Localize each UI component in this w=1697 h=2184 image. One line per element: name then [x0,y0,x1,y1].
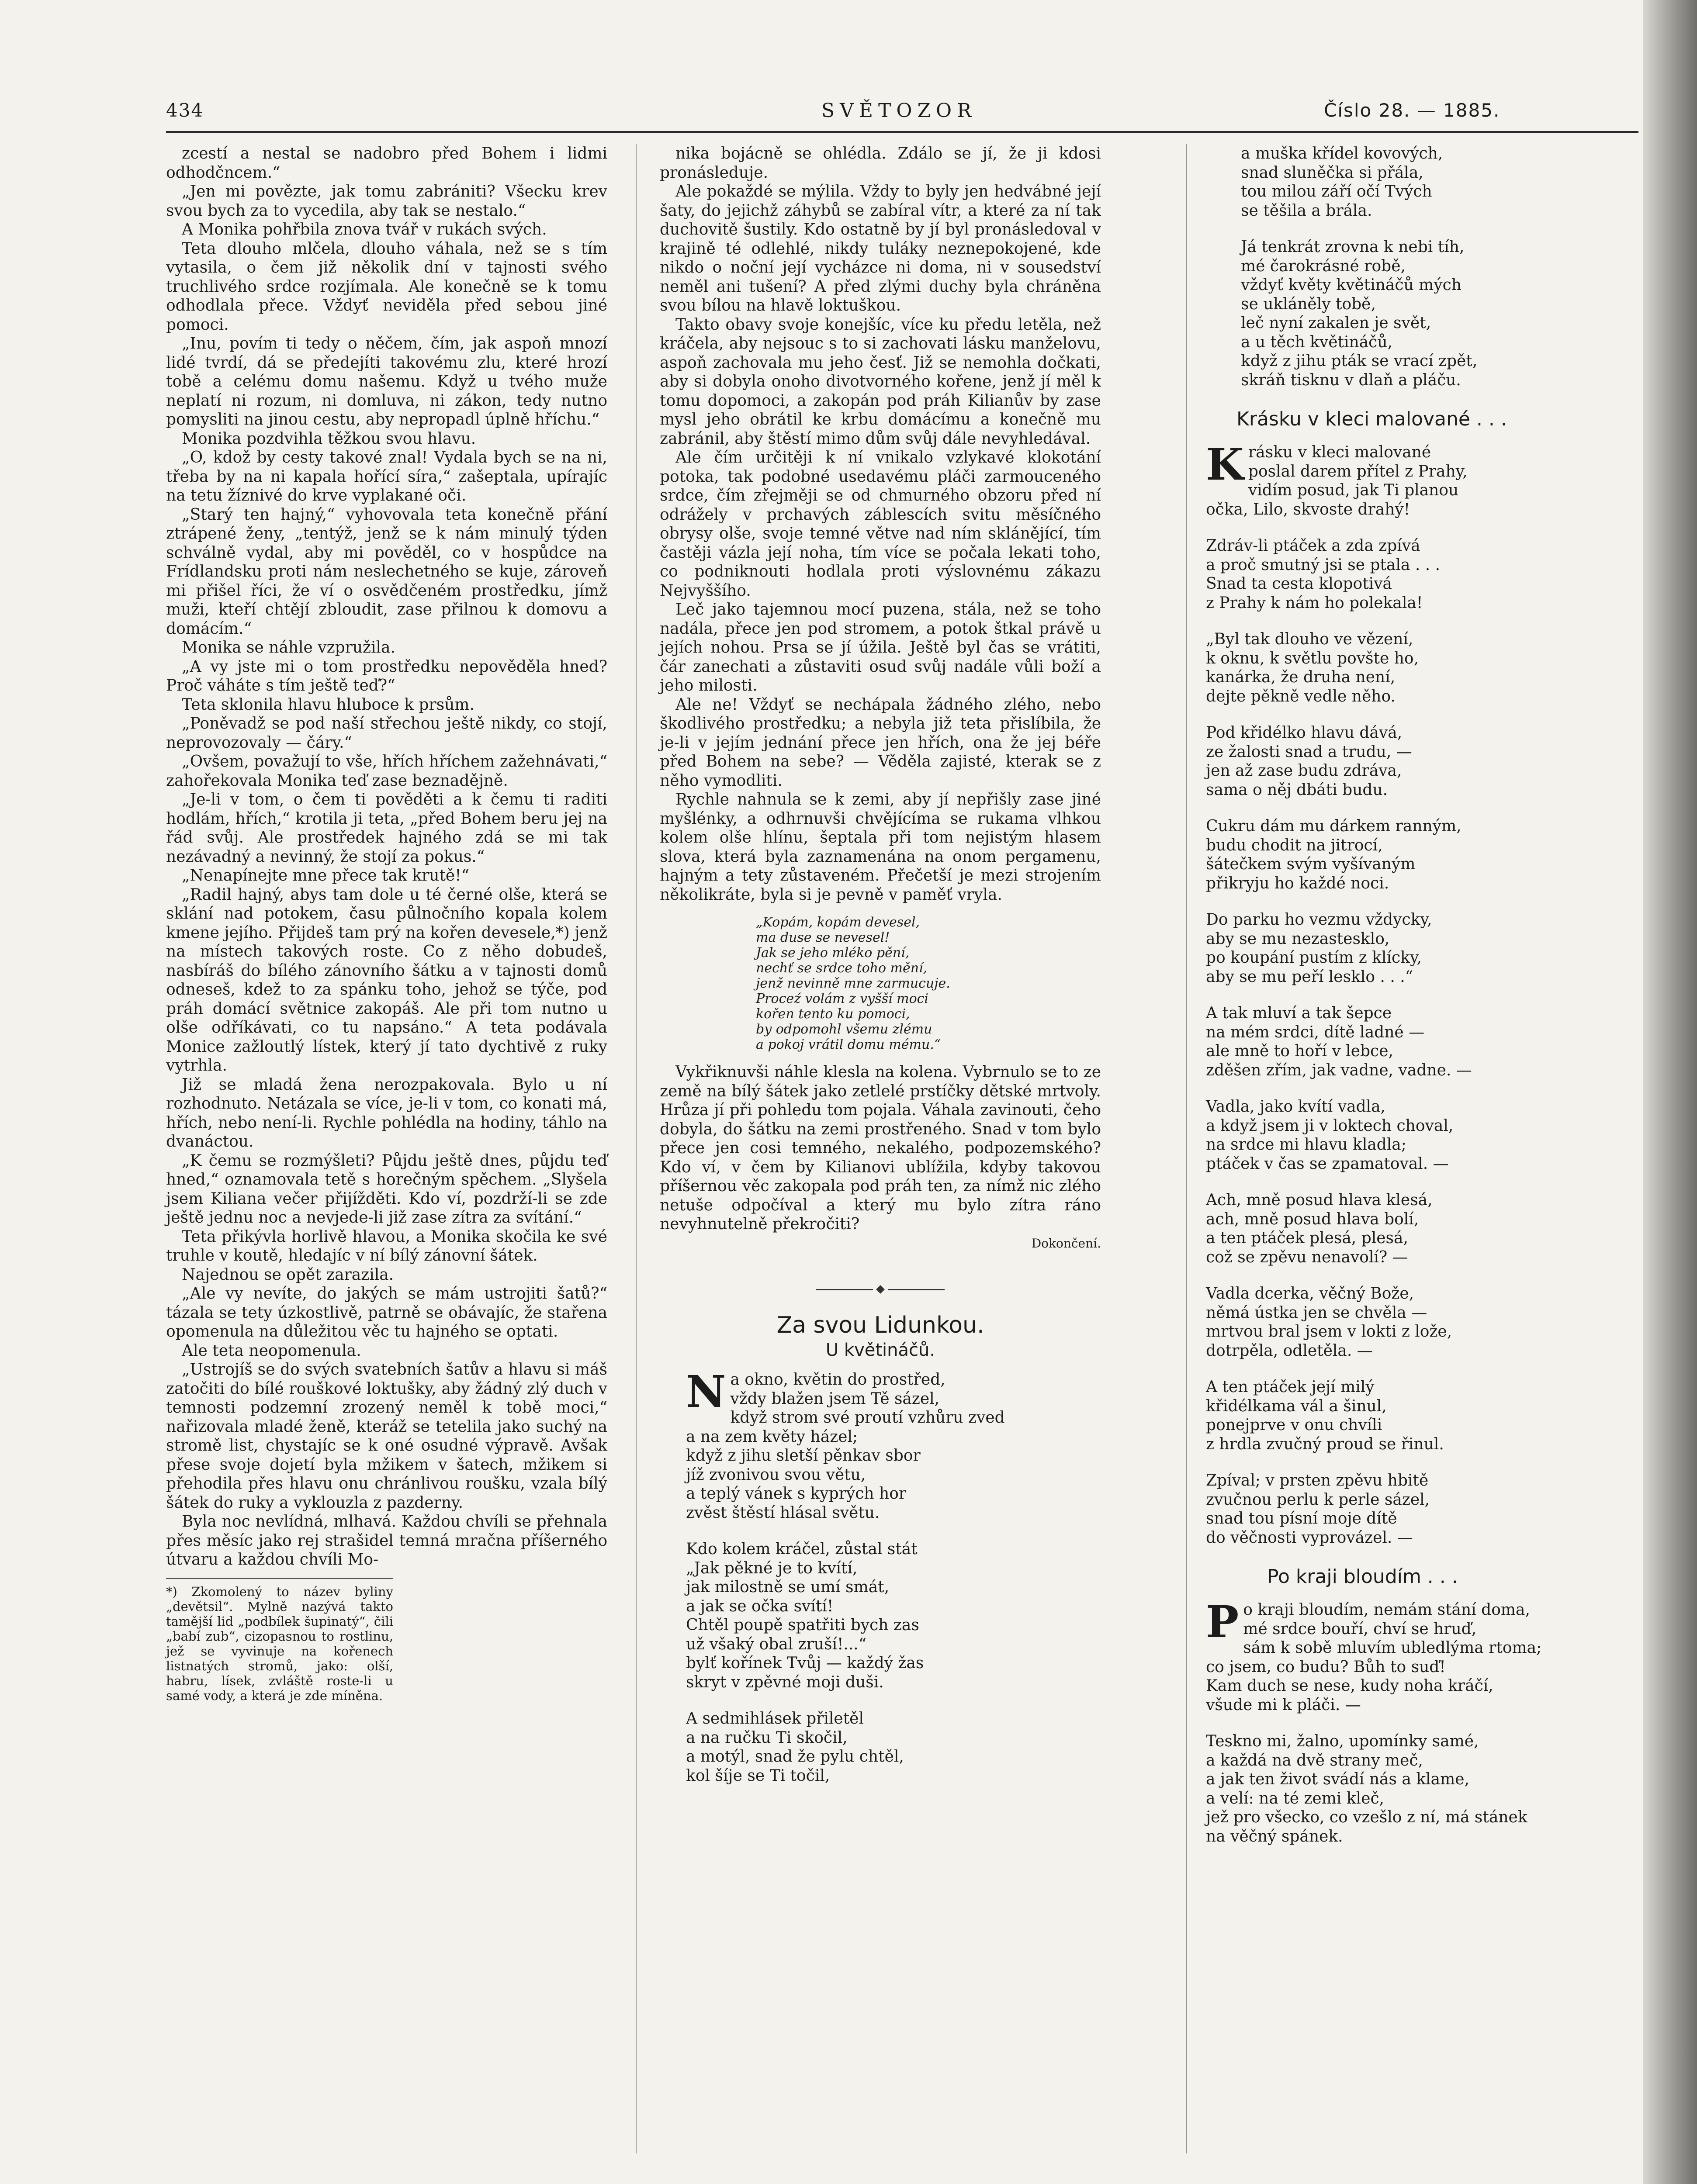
verse-line: už všaký obal zruší!...“ [686,1635,867,1653]
verse-line: a motýl, snad že pylu chtěl, [686,1748,904,1766]
footnote [166,1578,393,1703]
paragraph: Takto obavy svoje konejšíc, více ku předu letěla, než kráčela, aby nejsouc s to si zachovati lásku manželovu, aspoň zachovala mu jeho česť. Již se nemohla dočkati, aby si dobyla onoho divotvorného kořene, jenž jí měl k tomu dopomoci, a zakopán pod práh Kilianův by zase mysl jeho obrátil ke krbu domácímu a konečně mu zabránil, aby štěstí mimo dům svůj dále nevyhledával. [660,315,1101,448]
column-divider [1186,144,1187,2153]
footnote-text: *) Zkomolený to název byliny „devětsil“. Mylně nazývá takto tamější lid „podbílek šupinatý“, čili „babí zub“, cizopasnou to rostlinu, jež se vyvinuje na kořenech listnatých stromů, jako: olší, habru, lísek, zvláště roste-li u samé vody, a která je zde míněna. [166,1584,393,1703]
paragraph: „Starý ten hajný,“ vyhovovala teta konečně přání ztrápené ženy, „tentýž, jenž se k nám minulý týden schválně vydal, aby mi pověděl, co v hospůdce na Frídlandsku proti nám neslechetného se kuje, zároveň mi přišel říci, že ví o osvědčeném prostředku, jímž muži, kteří chtějí zbloudit, zase přilnou k domovu a domácím.“ [166,505,607,638]
verse-line: jen až zase budu zdráva, [1206,762,1402,780]
verse-line: o kraji bloudím, nemám stání doma, [1243,1601,1530,1619]
stanza [1206,1378,1625,1454]
poem-body [1241,144,1625,390]
verse-line: kořen tento ku pomoci, [756,1006,910,1022]
paragraph: Monika se náhle vzpružila. [182,639,395,657]
verse-line: by odpomohl všemu zlému [756,1022,932,1037]
verse-line: ach, mně posud hlava bolí, [1206,1210,1419,1228]
paragraph: „Poněvadž se pod naší střechou ještě nikdy, co stojí, neprovozovaly — čáry.“ [166,715,607,752]
verse-line: tou milou září očí Tvých [1241,183,1432,200]
journal-title: SVĚTOZOR [821,100,977,122]
verse-line: němá ústka jen se chvěla — [1206,1303,1427,1322]
verse-line: dotrpěla, odletěla. — [1206,1341,1373,1360]
paragraph: Teta přikývla horlivě hlavou, a Monika skočila ke své truhle v koutě, hledajíc v ní bílý zánovní šátek. [166,1227,607,1265]
page-edge [1643,0,1697,2184]
stanza [1206,817,1625,893]
page-number: 434 [166,100,204,121]
verse-line: mé srdce bouří, chví se hruď, [1243,1620,1477,1638]
verse-line: a velí: na té zemi kleč, [1206,1789,1385,1807]
verse-line: do věčnosti vyprovázel. — [1206,1528,1413,1547]
paragraph: Teta sklonila hlavu hluboce k prsům. [182,695,474,714]
verse-line: a muška křídel kovových, [1241,145,1443,162]
paragraph: „O, kdož by cesty takové znal! Vydala bych se na ni, třeba by na ni kapala hořící síra,“ zašeptala, upírajíc na tetu žíznivé do krve vyplakané oči. [166,449,607,505]
paragraph: Již se mladá žena nerozpakovala. Bylo u ní rozhodnuto. Netázala se více, je-li v tom, co konati má, hřích, nebo není-li. Rychle pohlédla na hodiny, táhlo na dvanáctou. [166,1075,607,1151]
stanza [1206,1284,1625,1360]
verse-line: sám k sobě mluvím ubledlýma rtoma; [1243,1639,1542,1657]
paragraph: „K čemu se rozmýšleti? Půjdu ještě dnes, půjdu teď hned,“ oznamovala tetě s horečným spěchem. „Slyšela jsem Kiliana večer přijížděti. Kdo ví, pozdrží-li se zde ještě jednu noc a nevjede-li již zase zítra za svítání.“ [166,1151,607,1227]
paragraph: „Ustrojíš se do svých svatebních šatův a hlavu si máš zatočiti do bílé rouškové loktušky, aby žádný zlý duch v temnosti podzemní zrozený neměl k tobě moci,“ nařizovala mladé ženě, kteráž se tetelila jako suchý na stromě list, chystajíc se k oné osudné výpravě. Avšak přese svoje dojetí byla mžikem v šatech, mžikem si přehodila přes hlavu onu chránlivou roušku, vzala bílý šátek do ruky a vyklouzla z pazderny. [166,1361,607,1512]
verse-line: Vadla, jako kvítí vadla, [1206,1098,1385,1116]
issue-number: Číslo 28. — 1885. [1324,100,1500,121]
verse-line: aby se mu peří lesklo . . .“ [1206,968,1413,986]
verse-line: co jsem, co budu? Bůh to suď! [1206,1658,1446,1676]
paragraph: „Ale vy nevíte, do jakých se mám ustrojiti šatů?“ tázala se tety úzkostlivě, patrně se obávajíc, že stařena opomenula na důležitou věc tu hajného se optati. [166,1285,607,1341]
verse-line: nechť se srdce toho mění, [756,961,928,976]
verse-line: Kdo kolem kráčel, zůstal stát [686,1540,918,1558]
drop-cap: K [1206,439,1244,490]
verse-line: Chtěl poupě spatřiti bych zas [686,1616,919,1634]
stanza [1206,910,1625,986]
story-text [660,1063,1101,1234]
verse-line: jež pro všecko, co vzešlo z ní, má stánek [1206,1808,1527,1826]
verse-line: Cukru dám mu dárkem ranným, [1206,817,1461,835]
verse-line: což se zpěvu nenavolí? — [1206,1248,1408,1266]
verse-line: na srdce mi hlavu kladla; [1206,1136,1406,1154]
paragraph: Vykřiknuvši náhle klesla na kolena. Vybrnulo se to ze země na bílý šátek jako zetlelé prstíčky dětské mrtvoly. Hrůza jí při pohledu tom pojala. Váhala zavinouti, čeho dobyla, do šátku na zemi prostřeného. Snad v tom bylo přece jen cosi temného, nekalého, podpozemského? Kdo ví, v čem by Kilianovi ublížila, kdyby takovou příšernou věc zakopala pod práh ten, za nímž nic zlého netuše odpočíval a který mu bylo zítra ráno nevyhnutelně překročiti? [660,1063,1101,1233]
verse-line: Zpíval; v prsten zpěvu hbitě [1206,1472,1429,1489]
verse-line: se těšila a brála. [1241,201,1372,220]
paragraph: Byla noc nevlídná, mlhavá. Každou chvíli se přehnala přes měsíc jako rej strašidel temná mračna příšerného útvaru a každou chvíli Mo- [166,1513,607,1569]
paragraph: A Monika pohřbila znova tvář v rukách svých. [182,221,547,238]
verse-line: ze žalosti snad a trudu, — [1206,743,1412,761]
verse-line: „Byl tak dlouho ve vězení, [1206,630,1413,648]
column-1 [166,144,607,1703]
verse-line: Do parku ho vezmu vždycky, [1206,911,1432,929]
incantation-verse [756,915,1101,1052]
verse-line: vždy blažen jsem Tě sázel, [730,1389,940,1408]
verse-line: skryt v zpěvné moji duši. [686,1673,884,1691]
verse-line: leč nyní zakalen je svět, [1241,314,1431,332]
verse-line: a pokoj vrátil domu mému.“ [756,1037,941,1052]
verse-line: kol šíje se Ti točil, [686,1766,830,1785]
verse-line: na věčný spánek. [1206,1827,1343,1845]
paragraph: „Jen mi povězte, jak tomu zabrániti? Všecku krev svou bych za to vycedila, aby tak se nestalo.“ [166,183,607,220]
stanza [1206,1596,1625,1714]
verse-line: ponejprve v onu chvíli [1206,1416,1382,1434]
verse-line: snad sluněčka si přála, [1241,163,1423,182]
verse-line: budu chodit na jitrocí, [1206,836,1383,854]
verse-line: k oknu, k světlu povšte ho, [1206,649,1419,667]
paragraph: „Radil hajný, abys tam dole u té černé olše, která se sklání nad potokem, času půlnočního kopala kolem kmene jejího. Přijdeš tam prý na kořen devesele,*) jenž na místech takových roste. Co z něho dobudeš, nasbíráš do bílého zánovního šátku a v tajnosti domů odneseš, kdež to za spánku toho, jehož se týče, pod práh domácí světnice zakopáš. Ale při tom nutno u olše odříkávati, co tu napsáno.“ A teta podávala Monice zažloutlý lístek, který jí tato dychtivě z ruky vytrhla. [166,885,607,1075]
verse-line: „Jak pěkné je to kvítí, [686,1559,858,1577]
verse-line: zvučnou perlu k perle sázel, [1206,1490,1430,1509]
poem-body [1206,439,1625,1547]
stanza [1206,1004,1625,1080]
verse-line: mé čarokrásné robě, [1241,257,1406,275]
drop-cap: N [686,1366,726,1417]
verse-line: poslal darem přítel z Prahy, [1248,462,1468,480]
stanza [1206,723,1625,799]
verse-line: A ten ptáček její milý [1206,1378,1375,1396]
drop-cap: P [1206,1596,1239,1648]
story-signoff: Dokončení. [1031,1236,1101,1251]
stanza [1206,1097,1625,1173]
verse-line: Kam duch se nese, kudy noha kráčí, [1206,1677,1493,1695]
verse-line: z Prahy k nám ho polekala! [1206,594,1423,612]
verse-line: když z jihu sletší pěnkav sbor [686,1447,921,1465]
verse-line: a proč smutný jsi se ptala . . . [1206,556,1441,574]
paragraph: Najednou se opět zarazila. [182,1265,394,1284]
verse-line: Ach, mně posud hlava klesá, [1206,1191,1433,1209]
verse-line: sama o něj dbáti budu. [1206,781,1388,799]
paragraph: Ale čím určitěji k ní vnikalo vzlykavé klokotání potoka, tak podobné usedavému pláči zarmouceného srdce, čím zřejměji se od chmurného obzoru před ní odrážely v prchavých záblescích svitu měsíčného obrysy olše, svoje temné větve nad ním sklánějící, tím častěji vázla její noha, tím více se počala lekati toho, co podniknouti hodlala proti výslovnému zákazu Nejvyššího. [660,449,1101,600]
paragraph: „Je-li v tom, o čem ti pověděti a k čemu ti raditi hodlám, hřích,“ krotila ji teta, „před Bohem beru jej na řád svůj. Ale prostředek hajného zdá se mi tak nezávadný a nevinný, že stojí za pokus.“ [166,791,607,866]
verse-line: Zdráv-li ptáček a zda zpívá [1206,537,1420,555]
verse-line: a okno, květin do prostřed, [730,1371,945,1389]
paragraph: Ale pokaždé se mýlila. Vždy to byly jen hedvábné její šaty, do jejichž záhybů se zabíral vítr, a které za ní tak duchovitě šustily. Kdo ostatně by jí byl pronásledoval v krajině té odlehlé, nikdy tuláky neznepokojené, kde nikdo o noční její vycházce ni doma, ni v sousedství neměl ani tušení? A před zlými duchy byla chráněna svou bílou na hlavě loktuškou. [660,183,1101,314]
stanza [1206,630,1625,706]
verse-line: zvěst štěstí hlásal světu. [686,1503,880,1522]
poem-body [1206,1596,1625,1846]
stanza [1241,144,1625,220]
verse-line: bylť kořínek Tvůj — každý žas [686,1654,924,1672]
stanza [686,1540,1101,1692]
paragraph: „A vy jste mi o tom prostředku nepověděla hned? Proč váháte s tím ještě teď?“ [166,657,607,695]
verse-line: z hrdla zvučný proud se řinul. [1206,1435,1444,1453]
paragraph: Ale ne! Vždyť se nechápala žádného zlého, nebo škodlivého prostředku; a nebyla již teta přislíbila, že je-li v jejím jednání přece jen hřích, ona že jej béře před Bohem na sebe? — Věděla zajisté, kterak se z něho vymodliti. [660,695,1101,790]
paragraph: Leč jako tajemnou mocí puzena, stála, než se toho nadála, přece jen pod stromem, a potok štkal právě u jejích nohou. Prsa se jí úžila. Ještě byl čas se vrátiti, čár zanechati a zůstaviti osud svůj nadále vůli boží a jeho milosti. [660,601,1101,695]
verse-line: a na zem květy házel; [686,1427,858,1446]
stanza [1241,238,1625,390]
verse-line: snad tou písní moje dítě [1206,1510,1397,1527]
verse-line: a každá na dvě strany meč, [1206,1751,1423,1769]
paragraph: zcestí a nestal se nadobro před Bohem i lidmi odhodčncem.“ [166,145,607,182]
verse-line: po koupání pustím z klícky, [1206,949,1422,967]
paragraph: „Ovšem, považují to vše, hřích hříchem zažehnávati,“ zahořekovala Monika teď zase beznadějně. [166,753,607,790]
verse-line: křidélkama vál a šinul, [1206,1397,1387,1415]
stanza [1206,1471,1625,1547]
verse-line: a teplý vánek s kyprých hor [686,1485,907,1503]
paragraph: nika bojácně se ohlédla. Zdálo se jí, že ji kdosi pronásleduje. [660,145,1101,182]
verse-line: když z jihu pták se vrací zpět, [1241,352,1478,370]
verse-line: kanárka, že druha není, [1206,668,1396,686]
poem-title: Za svou Lidunkou. [776,1312,984,1338]
column-2 [660,144,1101,1803]
verse-line: Vadla dcerka, věčný Bože, [1206,1285,1414,1303]
verse-line: a na ručku Ti skočil, [686,1728,848,1747]
verse-line: ptáček v čas se zpamatoval. — [1206,1154,1449,1173]
verse-line: a jak se očka svítí! [686,1597,834,1615]
paragraph: Monika pozdvihla těžkou svou hlavu. [182,429,476,448]
verse-line: Já tenkrát zrovna k nebi tíh, [1241,238,1465,256]
verse-line: a ten ptáček plesá, plesá, [1206,1229,1408,1247]
section-ornament [660,1279,1101,1298]
verse-line: A sedmihlásek přiletěl [686,1710,864,1728]
stanza [1206,536,1625,612]
verse-line: jenž nevinně mne zarmucuje. [756,976,950,991]
verse-line: když strom své proutí vzhůru zved [730,1409,1005,1427]
verse-line: jíž zvonivou svou větu, [686,1465,866,1484]
header-rule [166,131,1638,133]
poem-body [686,1366,1101,1785]
verse-line: a u těch květináčů, [1241,333,1392,351]
column-3 [1206,144,1625,1863]
verse-line: se ukláněly tobě, [1241,295,1376,313]
verse-line: Pod křidélko hlavu dává, [1206,724,1403,742]
verse-line: Snad ta cesta klopotivá [1206,575,1392,593]
story-text [166,144,607,1569]
verse-line: „Kopám, kopám devesel, [756,915,920,930]
verse-line: zděšen zřím, jak vadne, vadne. — [1206,1061,1472,1079]
paragraph: „Inu, povím ti tedy o něčem, čím, jak aspoň mnozí lidé tvrdí, dá se předejíti takovému zlu, které hrozí tobě a celému domu našemu. Když u tvého muže neplatí ni rozum, ni domluva, ni zákon, tedy nutno pomysliti na jinou cestu, aby nepropadl úplně hříchu.“ [166,335,607,429]
stanza [686,1366,1101,1522]
verse-line: ma duse se nevesel! [756,930,890,945]
stanza [686,1709,1101,1785]
column-divider [636,144,637,2153]
verse-line: dejte pěkně vedle něho. [1206,687,1396,705]
paragraph: Ale teta neopomenula. [182,1341,361,1360]
verse-line: vždyť květy květináčů mých [1241,276,1462,294]
verse-line: šátečkem svým vyšívaným [1206,855,1416,873]
verse-line: všude mi k pláči. — [1206,1696,1361,1714]
verse-line: ale mně to hoří v lebce, [1206,1042,1393,1060]
story-text [660,144,1101,904]
verse-line: přikryju ho každé noci. [1206,874,1389,892]
verse-line: mrtvou bral jsem v lokti z lože, [1206,1323,1452,1341]
verse-line: a jak ten život svádí nás a klame, [1206,1770,1470,1788]
stanza [1206,439,1625,519]
verse-line: rásku v kleci malované [1248,443,1431,461]
verse-line: a když jsem ji v loktech choval, [1206,1116,1454,1135]
poem-title: Krásku v kleci malované . . . [1236,408,1507,430]
verse-line: Jak se jeho mléko pění, [756,945,910,961]
verse-line: skráň tisknu v dlaň a pláču. [1241,371,1461,389]
paragraph: „Nenapínejte mne přece tak krutě!“ [182,867,470,885]
verse-line: Teskno mi, žalno, upomínky samé, [1206,1732,1479,1750]
poem-title: Po kraji bloudím . . . [1267,1565,1458,1588]
stanza [1206,1732,1625,1846]
verse-line: Proceź volám z vyšší moci [756,991,929,1006]
verse-line: na mém srdci, dítě ladné — [1206,1023,1425,1041]
verse-line: aby se mu nezastesklo, [1206,930,1390,948]
paragraph: Rychle nahnula se k zemi, aby jí nepřišly zase jiné myšlénky, a odhrnuvši chvějícíma se rukama vlhkou kolem olše hlínu, šeptala při tom nejistým hlasem slova, která byla zaznamenána na onom pergamenu, hajným a tety zůstaveném. Přečetší je mezi strojením několikráte, byla si je pevně v paměť vryla. [660,791,1101,904]
verse-line: vidím posud, jak Ti planou [1248,481,1459,499]
paragraph: Teta dlouho mlčela, dlouho váhala, než se s tím vytasila, o čem již několik dní v tajnosti svého truchlivého srdce rozjímala. Ale konečně se k tomu odhodlala přece. Vždyť neviděla před sebou jiné pomoci. [166,239,607,334]
poem-subtitle: U květináčů. [825,1340,935,1360]
verse-line: očka, Lilo, skvoste drahý! [1206,500,1410,518]
verse-line: jak milostně se umí smát, [686,1578,890,1596]
verse-line: A tak mluví a tak šepce [1206,1004,1392,1022]
stanza [1206,1191,1625,1267]
